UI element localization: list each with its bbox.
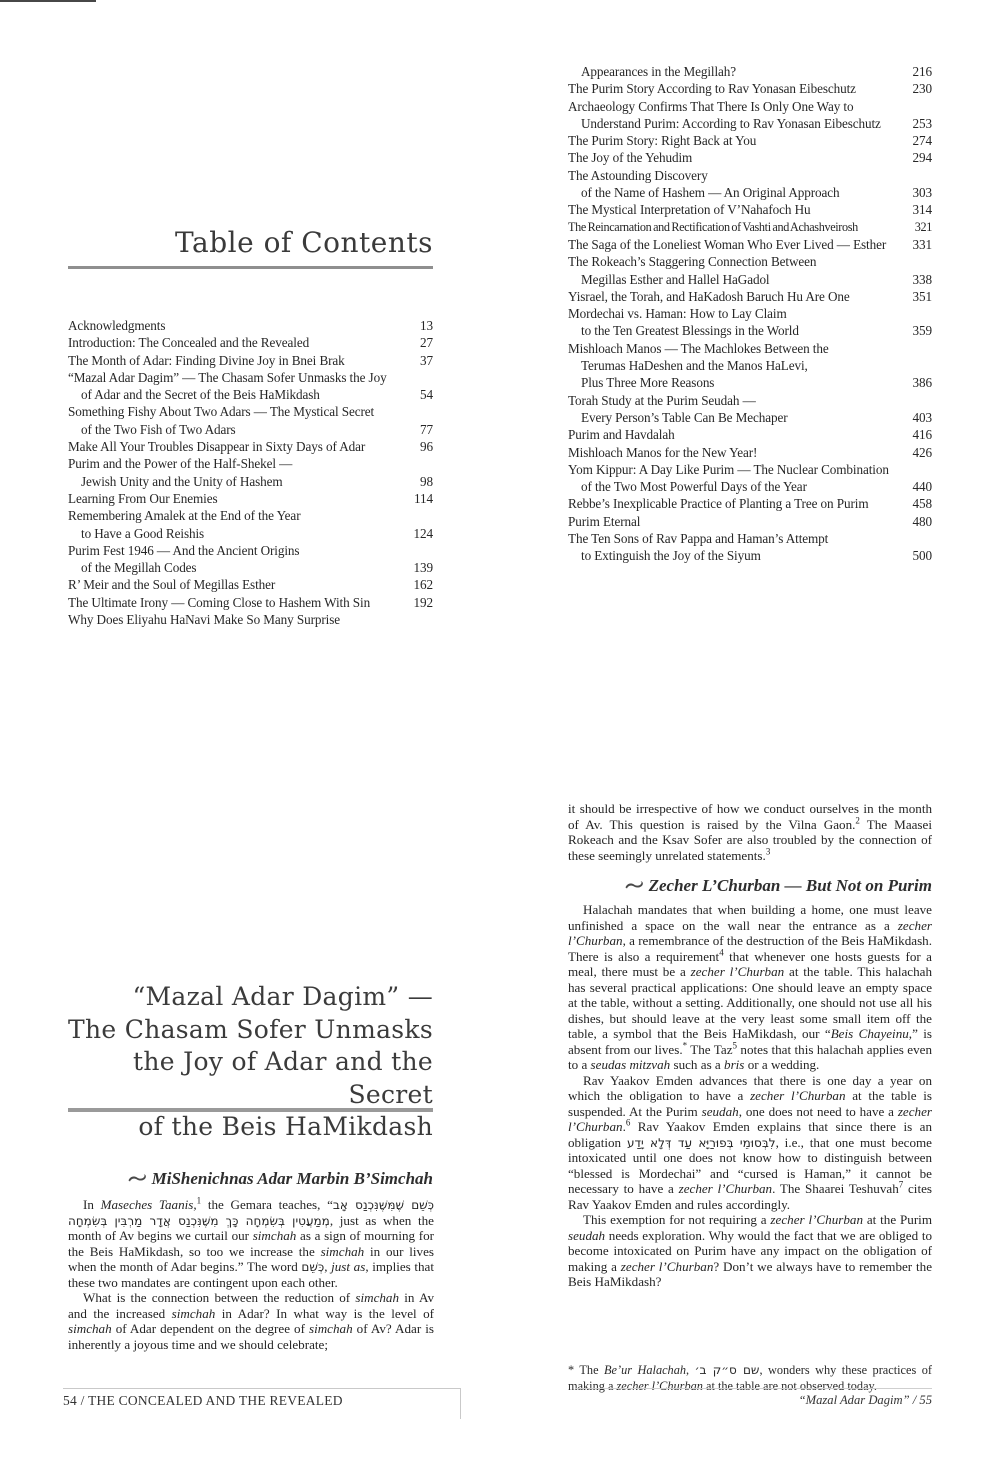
text-run: it should be irrespective of how we conduct ourselves in the month of Av. This question is raised by the Vilna Gaon.: [568, 801, 932, 832]
footer-text: “Mazal Adar Dagim” / 55: [798, 1393, 932, 1407]
text-run: seudah: [701, 1103, 739, 1119]
toc-entry-line: [68, 611, 433, 628]
toc-entry-text: The Ultimate Irony — Coming Close to Hashem With Sin: [68, 594, 371, 610]
toc-entry-text: to the Ten Greatest Blessings in the World: [581, 323, 799, 339]
toc-page-number: 139: [413, 560, 433, 576]
toc-entry-text: of the Name of Hashem — An Original Approach: [581, 185, 840, 201]
hebrew-text: כְּשֵׁם: [301, 1260, 325, 1274]
toc-page-number: 54: [420, 387, 433, 403]
body-text-right: [568, 902, 932, 1290]
toc-entry-text: “Mazal Adar Dagim” — The Chasam Sofer Unmasks the Joy: [68, 369, 387, 385]
paragraph: [568, 902, 932, 1073]
toc-page-number: 96: [420, 439, 433, 455]
toc-entry-line: [568, 513, 932, 530]
toc-entry-line: [68, 386, 433, 403]
text-run: simchah: [320, 1243, 365, 1259]
toc-entry-line: [568, 236, 932, 253]
section-heading-text: Zecher L’Churban — But Not on Purim: [648, 876, 932, 895]
text-run: . The Shaarei Teshuvah: [772, 1181, 899, 1196]
toc-entry-text: Appearances in the Megillah?: [581, 64, 737, 79]
toc-entry-line: [568, 409, 932, 426]
text-run: of Adar dependent on the degree of: [111, 1321, 309, 1336]
text-run: at the table is suspended. At the Purim: [568, 1088, 932, 1119]
footnote-separator: [0, 0, 96, 2]
text-run: ,: [324, 1259, 332, 1274]
paragraph: [68, 1290, 434, 1352]
toc-page-number: 27: [420, 335, 433, 351]
text-run: zecher l’Churban: [678, 1181, 773, 1196]
text-run: .: [622, 1119, 626, 1134]
text-run: of Av? Adar is inherently a joyous time and we should celebrate;: [68, 1321, 434, 1352]
text-run: ,: [686, 1363, 695, 1378]
text-run: 3: [765, 846, 771, 857]
text-run: In: [83, 1197, 101, 1212]
toc-list-left: [68, 317, 433, 628]
toc-entry-line: [568, 426, 932, 443]
toc-entry-text: Mishloach Manos for the New Year!: [568, 444, 758, 460]
toc-entry-line: [568, 115, 932, 132]
toc-entry-line: [568, 305, 932, 322]
text-run: simchah: [171, 1305, 216, 1321]
toc-page-number: 440: [912, 479, 932, 495]
text-run: notes that this halachah applies even to a: [568, 1041, 932, 1072]
text-run: in our lives when the month of Adar begins.” The word: [68, 1243, 434, 1274]
toc-page-number: 321: [914, 219, 932, 234]
toc-entry-line: [568, 132, 932, 149]
text-run: Beis Chayeinu: [830, 1026, 909, 1041]
chapter-title-rule: [68, 1108, 433, 1112]
text-run: at the Purim: [863, 1212, 933, 1227]
toc-page-number: 458: [912, 496, 932, 512]
text-run: at the table are not observed today.: [702, 1378, 877, 1393]
toc-entry-text: R’ Meir and the Soul of Megillas Esther: [68, 577, 276, 593]
toc-page-number: 351: [912, 288, 932, 304]
toc-entry-line: [568, 357, 932, 374]
toc-entry-line: [568, 167, 932, 184]
toc-entry-line: [568, 322, 932, 339]
toc-entry-line: [68, 438, 433, 455]
body-text-left: [68, 1197, 434, 1352]
chapter-title-line: The Chasam Sofer Unmasks: [68, 1014, 433, 1044]
text-run: simchah: [68, 1321, 112, 1336]
toc-entry-text: The Joy of the Yehudim: [568, 150, 693, 166]
text-run: seudah: [568, 1227, 606, 1243]
toc-entry-line: [568, 149, 932, 166]
toc-entry-text: Plus Three More Reasons: [581, 375, 715, 391]
toc-entry-text: The Purim Story According to Rav Yonasan Eibeschutz: [568, 81, 856, 97]
paragraph: [568, 1212, 932, 1290]
toc-page-number: 338: [912, 271, 932, 287]
toc-entry-line: [568, 253, 932, 270]
toc-entry-text: Purim and the Power of the Half-Shekel —: [68, 456, 293, 472]
text-run: , wonders why these practices of making a: [568, 1363, 932, 1393]
toc-entry-text: The Rokeach’s Staggering Connection Between: [568, 254, 817, 270]
text-run: such as a: [670, 1057, 725, 1072]
toc-list-right: [568, 63, 932, 565]
text-run: ,” is absent from our lives.: [568, 1026, 932, 1057]
toc-entry-line: [68, 507, 433, 524]
toc-entry-text: to Have a Good Reishis: [81, 525, 205, 541]
text-run: the Gemara teaches, “: [201, 1197, 333, 1212]
toc-entry-text: of Adar and the Secret of the Beis HaMikdash: [81, 387, 320, 403]
toc-page-number: 124: [413, 525, 433, 541]
text-run: in Av and the increased: [68, 1290, 434, 1321]
toc-entry-line: [68, 352, 433, 369]
footer-text: 54 / THE CONCEALED AND THE REVEALED: [63, 1393, 343, 1408]
toc-entry-text: Torah Study at the Purim Seudah —: [568, 392, 756, 408]
toc-entry-text: The Month of Adar: Finding Divine Joy in Bnei Brak: [68, 352, 345, 368]
text-run: , implies that these two mandates are contingent upon each other.: [68, 1259, 435, 1290]
text-run: The Taz: [687, 1041, 733, 1057]
toc-entry-line: [568, 288, 932, 305]
toc-entry-line: [568, 80, 932, 97]
toc-entry-line: [568, 547, 932, 564]
toc-entry-text: of the Two Most Powerful Days of the Year: [581, 479, 807, 495]
chapter-title-line: “Mazal Adar Dagim” —: [132, 982, 433, 1011]
toc-entry-line: [68, 576, 433, 593]
toc-entry-text: of the Two Fish of Two Adars: [81, 421, 236, 437]
toc-page-number: 13: [420, 318, 433, 333]
toc-page-number: 216: [912, 64, 932, 79]
text-run: or a wedding.: [744, 1057, 820, 1072]
toc-entry-text: Jewish Unity and the Unity of Hashem: [81, 473, 283, 489]
toc-entry-text: The Astounding Discovery: [568, 167, 708, 183]
toc-page-number: 480: [912, 513, 932, 529]
text-run: 1: [196, 1195, 202, 1206]
toc-page-number: 114: [414, 490, 433, 506]
toc-entry-text: Purim and Havdalah: [568, 427, 675, 443]
toc-entry-line: [68, 559, 433, 576]
text-run: * The: [568, 1363, 605, 1378]
toc-entry-text: Archaeology Confirms That There Is Only One Way to: [568, 98, 854, 114]
text-run: 5: [732, 1040, 738, 1051]
toc-entry-text: Remembering Amalek at the End of the Year: [68, 508, 301, 524]
text-run: seudas mitzvah: [590, 1057, 671, 1072]
text-run: 2: [855, 815, 860, 826]
text-run: , just as when the month of Av begins we curtail our: [68, 1212, 434, 1243]
text-run: Rav Yaakov Emden advances that there is one day a year on which the obligation to have a: [568, 1072, 932, 1103]
text-run: 7: [898, 1179, 904, 1190]
text-run: , i.e., that one must become intoxicated until one does not know how to distinguish between “blessed is Mordechai” and “cursed is Haman,” it cannot be necessary to have a: [568, 1134, 932, 1196]
toc-page-number: 230: [912, 81, 932, 97]
toc-page-number: 274: [912, 133, 932, 149]
toc-entry-text: Mishloach Manos — The Machlokes Between the: [568, 340, 829, 356]
toc-page-number: 386: [912, 375, 932, 391]
section-heading-left: [68, 1169, 433, 1189]
toc-page-number: 253: [912, 115, 932, 131]
text-run: , a remembrance of the destruction of the Beis HaMikdash. There is also a requirement: [568, 933, 932, 964]
chapter-title-line: of the Beis HaMikdash: [138, 1112, 433, 1141]
toc-entry-line: [568, 461, 932, 478]
section-heading-right: [568, 876, 932, 896]
toc-entry-text: Learning From Our Enemies: [68, 490, 218, 506]
toc-page-number: 331: [912, 236, 932, 252]
toc-entry-text: Yom Kippur: A Day Like Purim — The Nuclear Combination: [568, 461, 889, 477]
toc-entry-text: Acknowledgments: [68, 318, 166, 333]
text-run: Rav Yaakov Emden explains that since there is an obligation: [568, 1119, 932, 1150]
toc-entry-text: Every Person’s Table Can Be Mechaper: [581, 409, 788, 425]
toc-entry-text: The Reincarnation and Rectification of Vashti and Achashveirosh: [568, 219, 858, 234]
hebrew-text: שם ס״ק ב׳: [694, 1363, 760, 1378]
text-run: zecher l’Churban: [568, 1103, 933, 1134]
toc-entry-line: [568, 530, 932, 547]
toc-entry-line: [568, 444, 932, 461]
paragraph: [568, 801, 932, 863]
toc-page-number: 426: [912, 444, 932, 460]
toc-entry-text: Make All Your Troubles Disappear in Sixty Days of Adar: [68, 439, 366, 455]
toc-page-number: 314: [912, 202, 932, 218]
text-run: as a sign of mourning for the Beis HaMikdash, so too we increase the: [68, 1228, 434, 1259]
text-run: ? Don’t we always have to remember the Beis HaMikdash?: [568, 1258, 933, 1289]
text-run: zecher l’Churban: [616, 1378, 703, 1393]
toc-page-number: 403: [912, 409, 932, 425]
toc-entry-line: [68, 525, 433, 542]
toc-entry-text: Rebbe’s Inexplicable Practice of Planting a Tree on Purim: [568, 496, 869, 512]
toc-page-number: 77: [420, 421, 433, 437]
toc-page-number: 37: [420, 352, 433, 368]
toc-page-number: 162: [413, 577, 433, 593]
text-run: 6: [625, 1117, 631, 1128]
toc-entry-text: Purim Eternal: [568, 513, 641, 529]
text-run: What is the connection between the reduction of: [83, 1290, 356, 1305]
toc-entry-line: [568, 63, 932, 80]
text-run: zecher l’Churban: [568, 917, 932, 948]
text-run: at the table. This halachah has several practical applications: One should leave an empty space at the table, without a setting. Additionally, one should not use all his dishes, but should leave at the very least some small item off the table, a symbol that the Beis HaMikdash, our “: [568, 964, 933, 1041]
hebrew-text: לִבְּסוּמֵי בְּפוּרַיָּא עַד דְּלָא יָדַע: [626, 1135, 776, 1150]
text-run: in Adar? In what way is the level of: [215, 1305, 435, 1321]
paragraph: [68, 1197, 434, 1290]
toc-page-number: 359: [912, 323, 932, 339]
toc-entry-line: [568, 184, 932, 201]
body-text-right-top: [568, 801, 932, 863]
text-run: The Maasei Rokeach and the Ksav Sofer are also troubled by the connection of these seemingly unrelated statements.: [568, 816, 932, 863]
toc-page-number: 98: [420, 473, 433, 489]
toc-entry-line: [568, 271, 932, 288]
text-run: simchah: [308, 1321, 353, 1336]
toc-entry-line: [568, 219, 932, 236]
toc-page-number: 294: [912, 150, 932, 166]
paragraph: [568, 1073, 932, 1213]
text-run: zecher l’Churban: [620, 1258, 714, 1274]
toc-entry-line: [568, 201, 932, 218]
text-run: simchah: [252, 1228, 297, 1243]
text-run: , one does not need to have a: [738, 1103, 898, 1119]
toc-page-number: 416: [912, 427, 932, 443]
text-run: Halachah mandates that when building a home, one must leave unfinished a space on the wall near the entrance as a: [568, 902, 932, 933]
toc-entry-line: [568, 392, 932, 409]
toc-entry-line: [68, 473, 433, 490]
hebrew-text: כְּשֵׁם שֶׁמִּשֶּׁנִּכְנַס אָב מְמַעֲטִין בְּשִׂמְחָה כָּךְ מִשֶּׁנִּכְנַס אֲדָר מַרְבִּין בְּשִׂמְחָה: [68, 1198, 435, 1228]
text-run: bris: [724, 1057, 745, 1072]
text-run: just as: [331, 1259, 366, 1274]
text-run: This exemption for not requiring a: [583, 1212, 771, 1227]
toc-entry-text: Purim Fest 1946 — And the Ancient Origins: [68, 542, 300, 558]
toc-entry-text: The Purim Story: Right Back at You: [568, 133, 757, 149]
toc-page-number: 500: [912, 548, 932, 564]
text-run: zecher l’Churban: [690, 964, 785, 979]
toc-entry-text: Megillas Esther and Hallel HaGadol: [581, 271, 770, 287]
toc-entry-line: [568, 478, 932, 495]
toc-entry-text: The Saga of the Loneliest Woman Who Ever Lived — Esther: [568, 236, 887, 252]
page-footer-right: [575, 1388, 932, 1408]
toc-entry-line: [68, 542, 433, 559]
toc-entry-text: Yisrael, the Torah, and HaKadosh Baruch Hu Are One: [568, 288, 850, 304]
toc-entry-text: Mordechai vs. Haman: How to Lay Claim: [568, 306, 787, 322]
toc-entry-text: Why Does Eliyahu HaNavi Make So Many Surprise: [68, 612, 341, 628]
flourish-icon: [624, 876, 644, 896]
text-run: zecher l’Churban: [770, 1212, 864, 1227]
text-run: Be’ur Halachah: [604, 1363, 686, 1378]
toc-entry-line: [68, 490, 433, 507]
toc-entry-line: [68, 594, 433, 611]
toc-entry-text: to Extinguish the Joy of the Siyum: [581, 548, 761, 564]
section-heading-text: MiShenichnas Adar Marbin B’Simchah: [151, 1169, 433, 1188]
toc-entry-line: [68, 421, 433, 438]
toc-title: Table of Contents: [175, 226, 433, 259]
text-run: needs exploration. Why would the fact that we are obliged to become intoxicated on Purim have any impact on the obligation of making a: [568, 1227, 932, 1274]
toc-title-rule: [68, 266, 433, 269]
text-run: zecher l’Churban: [750, 1088, 846, 1103]
toc-entry-text: of the Megillah Codes: [81, 560, 197, 576]
text-run: *: [682, 1040, 688, 1051]
flourish-icon: [127, 1169, 147, 1189]
toc-entry-line: [68, 317, 433, 334]
text-run: Maseches Taanis,: [100, 1197, 197, 1212]
toc-entry-text: The Ten Sons of Rav Pappa and Haman’s Attempt: [568, 531, 829, 547]
chapter-title-line: the Joy of Adar and the Secret: [133, 1047, 433, 1109]
toc-entry-line: [568, 98, 932, 115]
toc-entry-line: [568, 495, 932, 512]
text-run: simchah: [355, 1290, 400, 1305]
toc-entry-text: The Mystical Interpretation of V’Nahafoch Hu: [568, 202, 811, 218]
toc-page-number: 192: [413, 594, 433, 610]
toc-entry-text: Understand Purim: According to Rav Yonasan Eibeschutz: [581, 115, 881, 131]
toc-entry-text: Terumas HaDeshen and the Manos HaLevi,: [581, 358, 808, 374]
text-run: cites Rav Yaakov Emden and rules accordingly.: [568, 1181, 932, 1212]
page-footer-left: [63, 1388, 461, 1419]
text-run: 4: [719, 947, 724, 958]
toc-entry-text: Something Fishy About Two Adars — The Mystical Secret: [68, 404, 375, 420]
toc-entry-line: [68, 369, 433, 386]
text-run: that whenever one hosts guests for a meal, there must be a: [568, 948, 932, 979]
toc-page-number: 303: [912, 185, 932, 201]
toc-entry-line: [568, 374, 932, 391]
toc-entry-line: [68, 455, 433, 472]
chapter-title: [68, 981, 433, 1144]
toc-entry-text: Introduction: The Concealed and the Revealed: [68, 335, 310, 351]
toc-entry-line: [68, 334, 433, 351]
toc-entry-line: [68, 403, 433, 420]
toc-entry-line: [568, 340, 932, 357]
